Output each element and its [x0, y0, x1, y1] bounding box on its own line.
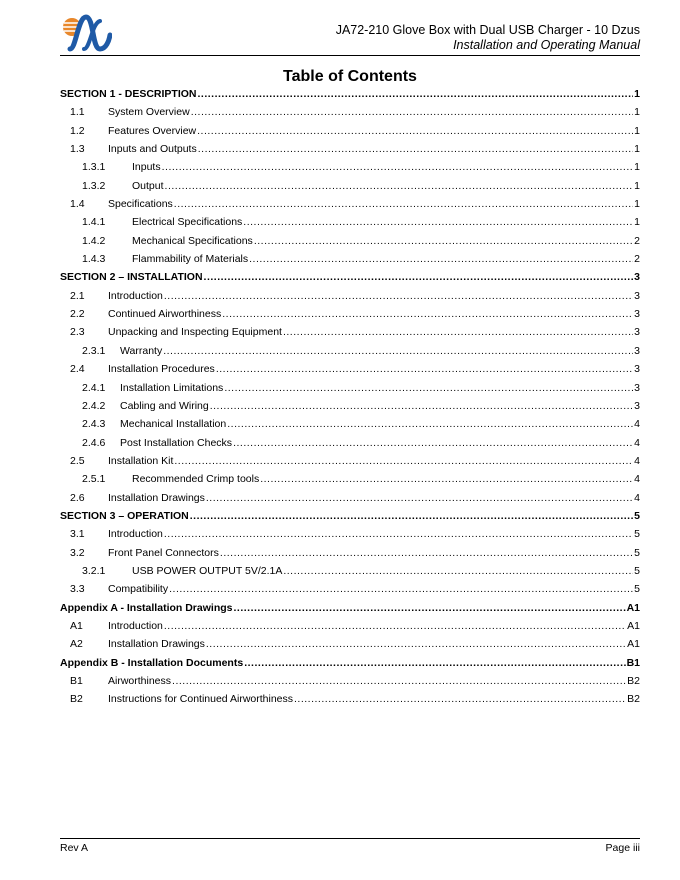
toc-entry-page: A1 — [627, 619, 640, 632]
toc-leader-dots — [206, 492, 633, 504]
toc-entry-label: System Overview — [108, 106, 190, 119]
toc-entry-label: Instructions for Continued Airworthiness — [108, 693, 294, 706]
toc-entry-page: 1 — [634, 106, 640, 119]
toc-entry[interactable] — [60, 322, 640, 340]
toc-entry-page: B2 — [627, 693, 640, 706]
toc-entry-page: A1 — [627, 638, 640, 651]
toc-entry[interactable] — [60, 524, 640, 542]
toc-entry-label: Warranty — [120, 344, 163, 357]
toc-entry[interactable] — [60, 176, 640, 194]
toc-entry[interactable] — [60, 543, 640, 561]
toc-entry-page: B1 — [626, 656, 640, 669]
toc-entry[interactable] — [60, 378, 640, 396]
header-divider — [60, 55, 640, 56]
toc-leader-dots — [210, 400, 633, 412]
toc-entry[interactable] — [60, 157, 640, 175]
toc-entry-number: 2.4.6 — [82, 436, 106, 449]
toc-entry-label: Mechanical Specifications — [132, 234, 253, 247]
toc-entry-number: 1.3.2 — [82, 179, 106, 192]
toc-title: Table of Contents — [283, 68, 417, 85]
toc-entry-label: Front Panel Connectors — [108, 546, 219, 559]
toc-entry-page: 5 — [634, 546, 640, 559]
toc-entry-label: Compatibility — [108, 583, 169, 596]
toc-leader-dots — [244, 657, 625, 669]
toc-leader-dots — [198, 143, 633, 155]
toc-entry-page: 3 — [634, 363, 640, 376]
toc-leader-dots — [227, 418, 633, 430]
toc-leader-dots — [294, 693, 626, 705]
toc-entry[interactable] — [60, 469, 640, 487]
toc-entry[interactable] — [60, 506, 640, 524]
toc-leader-dots — [164, 528, 633, 540]
table-of-contents — [60, 84, 640, 708]
toc-entry-number: B1 — [70, 675, 83, 687]
toc-entry-number: A2 — [70, 638, 83, 651]
toc-entry-label: Installation Drawings — [108, 491, 205, 504]
toc-entry-page: 3 — [634, 271, 640, 284]
toc-leader-dots — [216, 363, 633, 375]
toc-leader-dots — [164, 290, 633, 302]
toc-leader-dots — [283, 565, 633, 577]
document-header — [336, 23, 640, 53]
company-logo — [60, 13, 112, 53]
toc-leader-dots — [191, 106, 633, 118]
toc-entry-number: 2.3.1 — [82, 344, 106, 357]
toc-leader-dots — [243, 216, 633, 228]
toc-entry-page: 4 — [634, 491, 640, 504]
toc-leader-dots — [162, 161, 634, 173]
toc-entry-page: 2 — [634, 253, 640, 266]
toc-entry-label: Introduction — [108, 528, 163, 541]
toc-leader-dots — [220, 547, 633, 559]
toc-entry-number: 1.2 — [70, 124, 85, 137]
toc-entry-number: 2.6 — [70, 491, 85, 504]
toc-entry-label: Inputs and Outputs — [108, 143, 197, 156]
toc-entry-number: 2.4.3 — [82, 418, 106, 431]
toc-entry-label: Airworthiness — [108, 675, 172, 687]
toc-leader-dots — [172, 675, 626, 687]
toc-entry-number: 2.4 — [70, 363, 85, 376]
toc-entry[interactable] — [60, 341, 640, 359]
toc-entry[interactable] — [60, 212, 640, 230]
toc-entry-number: 2.4.2 — [82, 399, 106, 412]
toc-entry-label: Introduction — [108, 289, 163, 302]
toc-entry[interactable] — [60, 267, 640, 285]
toc-entry[interactable] — [60, 84, 640, 102]
toc-leader-dots — [249, 253, 633, 265]
toc-entry-page: 4 — [634, 418, 640, 431]
toc-entry-number: 2.1 — [70, 289, 85, 302]
toc-entry[interactable] — [60, 689, 640, 707]
document-subtitle: Installation and Operating Manual — [453, 38, 640, 52]
toc-entry[interactable] — [60, 139, 640, 157]
toc-entry-number: 2.5.1 — [82, 473, 106, 486]
revision-label: Rev A — [60, 842, 89, 854]
page-number: Page iii — [605, 842, 640, 854]
toc-entry-page: 1 — [634, 161, 640, 174]
toc-leader-dots — [283, 326, 633, 338]
toc-leader-dots — [174, 198, 633, 210]
toc-entry-page: 5 — [634, 528, 640, 541]
toc-entry-number: 2.5 — [70, 454, 85, 467]
toc-entry-number: 2.4.1 — [82, 381, 106, 394]
toc-leader-dots — [169, 583, 633, 595]
toc-entry-label: Introduction — [108, 619, 163, 632]
toc-leader-dots — [204, 271, 634, 283]
toc-entry[interactable] — [60, 451, 640, 469]
toc-entry-number: 2.3 — [70, 326, 85, 339]
toc-entry-number: 1.4.2 — [82, 234, 106, 247]
toc-leader-dots — [234, 602, 626, 614]
toc-entry-label: Specifications — [108, 198, 173, 211]
toc-entry[interactable] — [60, 249, 640, 267]
toc-entry[interactable] — [60, 671, 640, 689]
toc-entry-page: 1 — [634, 143, 640, 156]
toc-entry-number: 1.4.3 — [82, 253, 106, 266]
footer-divider — [60, 838, 640, 839]
toc-entry[interactable] — [60, 561, 640, 579]
toc-entry-label: Post Installation Checks — [120, 436, 233, 449]
toc-entry-page: 3 — [634, 326, 640, 339]
toc-leader-dots — [224, 382, 633, 394]
toc-entry-label: Output — [132, 179, 164, 192]
toc-entry-label: Installation Kit — [108, 454, 174, 467]
toc-leader-dots — [260, 473, 633, 485]
toc-entry-number: 2.2 — [70, 308, 85, 321]
toc-entry-page: 3 — [634, 289, 640, 302]
toc-leader-dots — [164, 620, 626, 632]
toc-entry-label: Installation Drawings — [108, 638, 205, 651]
toc-entry-page: A1 — [626, 601, 640, 614]
toc-entry-label: Appendix B - Installation Documents — [60, 656, 244, 669]
toc-entry-page: 5 — [634, 509, 640, 522]
toc-entry[interactable] — [60, 616, 640, 634]
toc-entry-label: Features Overview — [108, 124, 197, 137]
toc-entry[interactable] — [60, 231, 640, 249]
toc-entry-page: 5 — [634, 564, 640, 577]
toc-leader-dots — [197, 125, 633, 137]
toc-entry[interactable] — [60, 359, 640, 377]
toc-entry-page: 4 — [634, 454, 640, 467]
toc-entry-label: Mechanical Installation — [120, 418, 227, 431]
toc-entry-label: Installation Procedures — [108, 363, 215, 376]
toc-entry-label: USB POWER OUTPUT 5V/2.1A — [132, 564, 283, 577]
toc-entry-number: 3.3 — [70, 583, 85, 596]
toc-entry-number: 3.2.1 — [82, 564, 106, 577]
toc-entry[interactable] — [60, 653, 640, 671]
document-title: JA72-210 Glove Box with Dual USB Charger - 10 Dzus — [335, 23, 640, 37]
toc-entry-number: 1.1 — [70, 106, 85, 119]
toc-entry-label: SECTION 1 - DESCRIPTION — [60, 88, 197, 100]
toc-entry-page: 3 — [634, 344, 640, 357]
toc-entry-page: 1 — [634, 198, 640, 211]
toc-entry-label: Electrical Specifications — [132, 216, 243, 229]
toc-leader-dots — [165, 180, 634, 192]
toc-leader-dots — [198, 88, 634, 100]
toc-entry[interactable] — [60, 121, 640, 139]
toc-entry-page: 1 — [634, 88, 640, 100]
toc-entry-label: Recommended Crimp tools — [132, 473, 260, 486]
toc-entry-number: 1.3.1 — [82, 161, 106, 174]
toc-entry-number: B2 — [70, 693, 83, 706]
toc-entry-page: 2 — [634, 234, 640, 247]
toc-leader-dots — [222, 308, 633, 320]
toc-entry-label: Unpacking and Inspecting Equipment — [108, 326, 282, 339]
toc-entry[interactable] — [60, 102, 640, 120]
toc-entry-page: B2 — [627, 675, 640, 687]
toc-entry[interactable] — [60, 414, 640, 432]
toc-entry-number: 3.1 — [70, 528, 85, 541]
toc-entry-label: SECTION 2 – INSTALLATION — [60, 271, 203, 284]
toc-entry-number: 3.2 — [70, 546, 85, 559]
toc-leader-dots — [190, 510, 633, 522]
toc-entry-label: Installation Limitations — [120, 381, 224, 394]
toc-entry[interactable] — [60, 598, 640, 616]
toc-entry-number: 1.3 — [70, 143, 85, 156]
toc-leader-dots — [163, 345, 633, 357]
toc-entry-label: SECTION 3 – OPERATION — [60, 509, 189, 522]
toc-entry-page: 4 — [634, 436, 640, 449]
toc-entry[interactable] — [60, 634, 640, 652]
toc-leader-dots — [233, 437, 633, 449]
toc-entry-page: 3 — [634, 399, 640, 412]
toc-entry[interactable] — [60, 488, 640, 506]
toc-entry-label: Appendix A - Installation Drawings — [60, 601, 233, 614]
toc-entry-page: 1 — [634, 179, 640, 192]
toc-leader-dots — [206, 638, 626, 650]
toc-entry-page: 1 — [634, 216, 640, 229]
toc-entry-label: Flammability of Materials — [132, 253, 249, 266]
toc-entry-page: 3 — [634, 381, 640, 394]
toc-entry[interactable] — [60, 304, 640, 322]
toc-entry-page: 5 — [634, 583, 640, 596]
toc-entry[interactable] — [60, 433, 640, 451]
toc-entry-label: Inputs — [132, 161, 161, 174]
toc-entry[interactable] — [60, 194, 640, 212]
toc-entry-label: Continued Airworthiness — [108, 308, 222, 321]
toc-entry[interactable] — [60, 579, 640, 597]
toc-entry-number: A1 — [70, 619, 83, 632]
toc-entry[interactable] — [60, 396, 640, 414]
toc-leader-dots — [254, 235, 633, 247]
toc-leader-dots — [174, 455, 633, 467]
toc-entry[interactable] — [60, 286, 640, 304]
toc-entry-label: Cabling and Wiring — [120, 399, 209, 412]
toc-entry-number: 1.4 — [70, 198, 85, 211]
toc-entry-page: 4 — [634, 473, 640, 486]
toc-entry-number: 1.4.1 — [82, 216, 106, 229]
toc-entry-page: 1 — [634, 124, 640, 137]
toc-entry-page: 3 — [634, 308, 640, 321]
